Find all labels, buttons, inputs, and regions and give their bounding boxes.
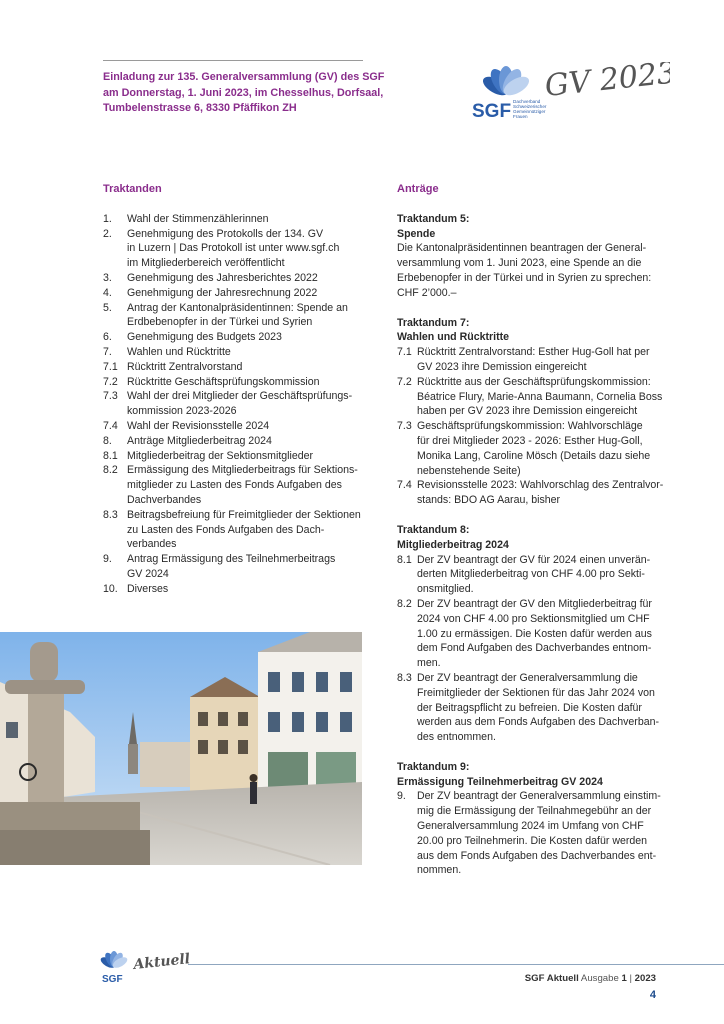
antrag-item-line: men. [417,657,441,670]
antrag-item-line: nebenstehende Seite) [417,464,521,477]
fan-logo-icon [470,62,670,126]
traktandum-line: Antrag Ermässigung des Teilnehmerbeitrags [127,553,336,566]
traktandum-line: Dachverbandes [127,493,202,506]
antrag-paragraph [397,241,657,300]
antrag-title: Traktandum 8: [397,523,470,536]
traktandum-line: Wahlen und Rücktritte [127,345,231,358]
traktandum-item [103,212,365,227]
antrag-item [397,553,657,597]
traktandum-text [127,301,365,331]
traktandum-item [103,301,365,331]
antrag-title: Spende [397,227,436,240]
antrag-item-line: Generalversammlung 2024 im Umfang von CHF [417,820,644,833]
footer-separator: | [629,973,632,984]
traktandum-line: im Mitgliederbereich veröffentlicht [127,257,285,270]
traktandum-item [103,360,365,375]
traktandum-number: 8. [103,434,112,447]
antrag-item-line: Der ZV beantragt der Generalversammlung die [417,671,638,684]
traktandum-number: 5. [103,301,112,314]
traktandum-number: 7.1 [103,360,118,373]
antrag-paragraph-line: CHF 2’000.– [397,286,457,299]
antrag-item-line: Geschäftsprüfungskommission: Wahlvorschläge [417,420,643,433]
footer-brand-word: Aktuell [132,951,191,973]
traktandum-item [103,345,365,360]
antrag-item-line: Rücktritte aus der Geschäftsprüfungskommission: [417,375,651,388]
traktandum-line: Rücktritt Zentralvorstand [127,360,243,373]
traktandum-number: 8.1 [103,449,118,462]
antrag-item-line: Monika Lang, Caroline Mösch (Details dazu siehe [417,449,651,462]
antrag-block [397,212,657,301]
traktandum-text [127,582,365,597]
antrag-item-line: Revisionsstelle 2023: Wahlvorschlag des Zentralvor- [417,479,664,492]
antrag-item-line: mig die Ermässigung der Teilnahmegebühr an der [417,805,652,818]
antrag-item-number: 7.4 [397,479,412,492]
traktandum-item [103,508,365,552]
antrag-item [397,789,661,878]
traktandum-line: Genehmigung des Protokolls der 134. GV [127,227,324,240]
antrag-item-text [417,478,663,508]
antraege-heading: Anträge [397,183,439,195]
traktandum-line: Diverses [127,582,169,595]
traktandum-item [103,227,365,271]
antrag-item-text [417,345,657,375]
traktandum-line: mitglieder zu Lasten des Fonds Aufgaben des [127,479,342,492]
antrag-item-line: stands: BDO AG Aarau, bisher [417,494,561,507]
traktanden-column [103,182,365,597]
antrag-item-line: 20.00 pro Teilnehmerin. Die Kosten dafür werden [417,834,648,847]
traktandum-text [127,449,365,464]
traktandum-line: kommission 2023-2026 [127,405,237,418]
footer-year: 2023 [634,973,656,984]
antrag-item [397,419,657,478]
traktandum-line: Ermässigung des Mitgliederbeitrags für Sektions- [127,464,358,477]
traktandum-number: 8.3 [103,508,118,521]
traktandum-line: Mitgliederbeitrag der Sektionsmitglieder [127,449,314,462]
footer-issue-label: Ausgabe [580,973,619,984]
footer-fan-logo-icon [100,948,192,984]
antrag-item [397,597,657,671]
antrag-paragraph-line: versammlung vom 1. Juni 2023, eine Spende an die [397,257,642,270]
traktandum-text [127,286,365,301]
antrag-item-number: 8.1 [397,553,412,566]
antrag-item-line: nommen. [417,864,462,877]
traktandum-text [127,271,365,286]
traktandum-item [103,419,365,434]
antrag-item-line: onsmitglied. [417,583,474,596]
footer-logo-acronym: SGF [102,974,123,984]
traktandum-number: 9. [103,553,112,566]
traktandum-number: 7.2 [103,375,118,388]
antrag-item-number: 9. [397,790,406,803]
street-scene-image [0,632,362,865]
antrag-paragraph-line: Die Kantonalpräsidentinnen beantragen der General- [397,242,647,255]
traktandum-number: 10. [103,582,118,595]
antrag-item-line: Freimitglieder der Sektionen für das Jahr 2024 von [417,686,655,699]
antrag-item-line: Béatrice Flury, Marie-Anna Baumann, Cornelia Boss [417,390,663,403]
sgf-gv-logo [470,62,670,126]
traktandum-number: 4. [103,286,112,299]
antrag-item [397,478,664,508]
street-photo [0,632,362,865]
logo-org-line: Schweizerischer [513,104,547,109]
traktandum-line: Beitragsbefreiung für Freimitglieder der Sektionen [127,508,361,521]
antrag-item-line: Der ZV beantragt der GV den Mitgliederbeitrag für [417,597,652,610]
logo-org-line: Gemeinnütziger [513,109,546,114]
antrag-item-number: 7.2 [397,375,412,388]
traktandum-item [103,286,365,301]
traktandum-number: 6. [103,331,112,344]
antrag-item-line: Der ZV beantragt der GV für 2024 einen unverän- [417,553,651,566]
antrag-paragraph-line: Erbebenopfer in der Türkei und in Syrien zu sprechen: [397,271,652,284]
traktandum-text [127,345,365,360]
traktandum-text [127,389,365,419]
traktandum-item [103,330,365,345]
footer-issue-number: 1 [621,973,627,984]
traktandum-item [103,434,365,449]
traktandum-line: Genehmigung der Jahresrechnung 2022 [127,286,318,299]
invitation-heading [103,70,403,117]
antrag-item-text [417,553,657,597]
traktandum-text [127,227,365,271]
traktandum-number: 1. [103,212,112,225]
antrag-item-line: haben per GV 2023 ihre Demission eingereicht [417,405,638,418]
traktandum-text [127,463,365,507]
traktandum-line: zu Lasten des Fonds Aufgaben des Dach- [127,523,325,536]
traktandum-number: 3. [103,271,112,284]
traktandum-line: Genehmigung des Budgets 2023 [127,331,282,344]
traktandum-line: Anträge Mitgliederbeitrag 2024 [127,434,272,447]
antrag-item-text [417,375,662,419]
traktandum-item [103,463,365,507]
antrag-item-number: 8.3 [397,671,412,684]
traktandum-item [103,582,365,597]
antrag-item-line: dem Fond Aufgaben des Dachverbandes entnom- [417,642,652,655]
traktandum-number: 7.4 [103,419,118,432]
logo-org-line: Dachverband [513,99,541,104]
traktandum-item [103,271,365,286]
antrag-item-line: GV 2023 ihre Demission eingereicht [417,360,587,373]
footer-divider [188,964,724,965]
antrag-item-number: 7.1 [397,346,412,359]
antrag-block [397,760,661,878]
antrag-item-text [417,419,657,478]
antraege-blocks [397,212,664,878]
antrag-item [397,345,657,375]
traktandum-line: Wahl der drei Mitglieder der Geschäftsprüfungs- [127,390,353,403]
traktandum-text [127,360,365,375]
traktandum-text [127,508,365,552]
page-number: 4 [649,989,656,1001]
antrag-item-line: der Beitragspflicht zu befreien. Die Kosten dafür [417,701,642,714]
footer-publication [525,972,656,987]
antrag-title: Traktandum 5: [397,212,470,225]
traktandum-number: 2. [103,227,112,240]
traktanden-list [103,212,365,597]
antrag-title: Mitgliederbeitrag 2024 [397,538,509,551]
antrag-item [397,671,660,745]
antrag-item-line: 2024 von CHF 4.00 pro Sektionsmitglied um CHF [417,612,650,625]
antrag-item-number: 7.3 [397,420,412,433]
traktandum-text [127,434,365,449]
antrag-title: Traktandum 9: [397,760,470,773]
traktanden-heading: Traktanden [103,183,162,195]
traktandum-number: 8.2 [103,464,118,477]
traktandum-text [127,419,365,434]
antrag-item-line: Der ZV beantragt der Generalversammlung einstim- [417,790,661,803]
antrag-item-line: derten Mitgliederbeitrag von CHF 4.00 pro Sekti- [417,568,645,581]
traktandum-line: Antrag der Kantonalpräsidentinnen: Spende an [127,301,348,314]
traktandum-line: GV 2024 [127,567,169,580]
antrag-title: Ermässigung Teilnehmerbeitrag GV 2024 [397,775,603,788]
traktandum-line: Erdbebenopfer in der Türkei und Syrien [127,316,313,329]
traktandum-item [103,389,365,419]
antrag-title: Traktandum 7: [397,316,470,329]
logo-event-text: GV 2023 [543,62,670,104]
traktandum-line: verbandes [127,538,177,551]
traktandum-line: Rücktritte Geschäftsprüfungskommission [127,375,320,388]
traktandum-number: 7. [103,345,112,358]
antrag-title: Wahlen und Rücktritte [397,331,510,344]
traktandum-text [127,330,365,345]
antrag-block [397,523,660,745]
footer-logo [100,948,192,984]
traktandum-line: in Luzern | Das Protokoll ist unter www.sgf.ch [127,242,340,255]
traktandum-line: Genehmigung des Jahresberichtes 2022 [127,271,318,284]
antrag-item-line: aus dem Fonds Aufgaben des Dachverbandes ent- [417,849,657,862]
antrag-item-line: des entnommen. [417,731,496,744]
antrag-block [397,316,664,508]
antrag-item-text [417,671,659,745]
traktandum-text [127,375,365,390]
traktandum-line: Wahl der Revisionsstelle 2024 [127,419,270,432]
logo-acronym: SGF [472,101,512,122]
antraege-column [397,182,664,878]
traktandum-number: 7.3 [103,390,118,403]
invitation-line: am Donnerstag, 1. Juni 2023, im Chesselhus, Dorfsaal, [103,86,384,99]
antrag-item-line: Rücktritt Zentralvorstand: Esther Hug-Goll hat per [417,346,650,359]
traktandum-item [103,449,365,464]
footer-publication-name: SGF Aktuell [524,973,579,984]
traktandum-text [127,552,365,582]
invitation-line: Einladung zur 135. Generalversammlung (GV) des SGF [103,71,385,83]
antrag-item-line: werden aus dem Fonds Aufgaben des Dachverban- [417,716,660,729]
traktandum-item [103,375,365,390]
invitation-line: Tumbelenstrasse 6, 8330 Pfäffikon ZH [103,102,297,114]
antrag-item-line: für drei Mitglieder 2023 - 2026: Esther Hug-Goll, [417,434,643,447]
antrag-item [397,375,663,419]
traktandum-line: Wahl der Stimmenzählerinnen [127,212,269,225]
antrag-item-text [417,789,661,878]
antrag-item-text [417,597,657,671]
logo-org-line: Frauen [513,114,528,119]
antrag-item-line: 1.00 zu ermässigen. Die Kosten dafür werden aus [417,627,652,640]
antrag-item-number: 8.2 [397,597,412,610]
traktandum-text [127,212,365,227]
traktandum-item [103,552,365,582]
header-divider [103,60,363,61]
